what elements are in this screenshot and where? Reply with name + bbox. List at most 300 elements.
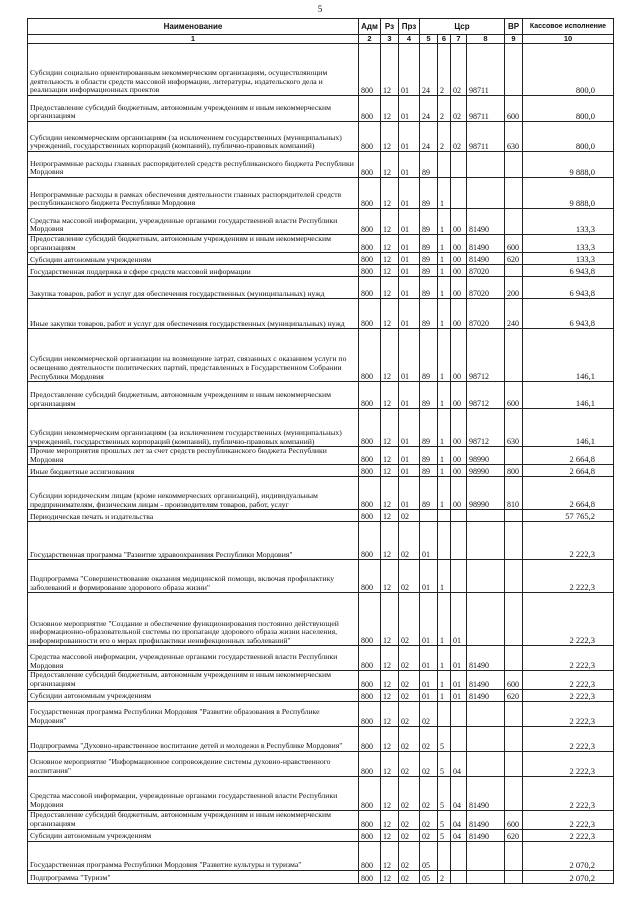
cell-c3: 01 <box>451 689 467 701</box>
cell-c1: 89 <box>420 178 438 209</box>
cell-c3: 00 <box>451 465 467 477</box>
cell-c2: 1 <box>438 465 451 477</box>
cell-prz: 01 <box>399 209 420 235</box>
cell-c1: 89 <box>420 409 438 447</box>
cell-c3: 00 <box>451 277 467 299</box>
cell-c3: 00 <box>451 477 467 510</box>
cell-c4: 81490 <box>467 209 505 235</box>
table-row <box>28 265 614 277</box>
cell-amt: 146,1 <box>523 409 614 447</box>
cell-rz: 12 <box>381 841 399 870</box>
cell-c4: 81490 <box>467 253 505 265</box>
cell-name: Предоставление субсидий бюджетным, автономным учреждениям и иным некоммерческим организациям <box>28 671 359 689</box>
col-number: 3 <box>381 35 399 44</box>
cell-rz: 12 <box>381 235 399 253</box>
cell-c1: 89 <box>420 299 438 329</box>
cell-adm: 800 <box>359 841 381 870</box>
cell-c2: 1 <box>438 477 451 510</box>
page-number: 5 <box>317 4 323 14</box>
cell-adm: 800 <box>359 299 381 329</box>
cell-rz: 12 <box>381 447 399 465</box>
cell-adm: 800 <box>359 776 381 810</box>
cell-c2: 1 <box>438 382 451 409</box>
cell-prz: 01 <box>399 447 420 465</box>
cell-name: Предоставление субсидий бюджетным, автономным учреждениям и иным некоммерческим организациям <box>28 235 359 253</box>
cell-prz: 01 <box>399 96 420 122</box>
cell-prz: 01 <box>399 477 420 510</box>
cell-c3: 04 <box>451 751 467 776</box>
cell-prz: 02 <box>399 701 420 726</box>
table-row <box>28 560 614 593</box>
cell-c3: 00 <box>451 409 467 447</box>
cell-amt: 2 222,3 <box>523 776 614 810</box>
cell-vr <box>505 776 523 810</box>
cell-c4: 81490 <box>467 829 505 841</box>
cell-adm: 800 <box>359 477 381 510</box>
cell-adm: 800 <box>359 671 381 689</box>
cell-rz: 12 <box>381 689 399 701</box>
cell-c4 <box>467 841 505 870</box>
cell-c1: 01 <box>420 593 438 646</box>
cell-adm: 800 <box>359 277 381 299</box>
header-adm: Адм <box>359 19 381 35</box>
header-prz: Прз <box>399 19 420 35</box>
cell-c3 <box>451 841 467 870</box>
cell-c3: 00 <box>451 447 467 465</box>
col-number: 4 <box>399 35 420 44</box>
table-row <box>28 277 614 299</box>
cell-vr <box>505 510 523 522</box>
cell-c3: 00 <box>451 253 467 265</box>
cell-c1: 89 <box>420 235 438 253</box>
cell-rz: 12 <box>381 593 399 646</box>
cell-vr: 800 <box>505 465 523 477</box>
cell-name: Субсидии некоммерческим организациям (за исключением государственных (муниципальных) учреждений, государственных корпораций (компаний), публично-правовых компаний) <box>28 409 359 447</box>
cell-c2: 5 <box>438 726 451 751</box>
cell-vr: 620 <box>505 829 523 841</box>
cell-c4: 81490 <box>467 646 505 671</box>
cell-c1: 89 <box>420 477 438 510</box>
cell-adm: 800 <box>359 560 381 593</box>
cell-name: Средства массовой информации, учрежденные органами государственной власти Республики Мордовия <box>28 646 359 671</box>
cell-vr <box>505 447 523 465</box>
table-row <box>28 870 614 883</box>
cell-c3: 00 <box>451 382 467 409</box>
cell-amt: 9 888,0 <box>523 152 614 178</box>
cell-amt: 800,0 <box>523 44 614 96</box>
cell-name: Предоставление субсидий бюджетным, автономным учреждениям и иным некоммерческим организациям <box>28 382 359 409</box>
cell-rz: 12 <box>381 329 399 382</box>
table-row <box>28 299 614 329</box>
cell-name: Периодическая печать и издательства <box>28 510 359 522</box>
cell-name: Субсидии социально ориентированным некоммерческим организациям, осуществляющим деятельность в области средств массовой информации, литературы, издательского дела и реализации информационных проектов <box>28 44 359 96</box>
cell-name: Предоставление субсидий бюджетным, автономным учреждениям и иным некоммерческим организациям <box>28 810 359 829</box>
cell-amt: 6 943,8 <box>523 277 614 299</box>
cell-adm: 800 <box>359 96 381 122</box>
cell-amt: 800,0 <box>523 96 614 122</box>
cell-adm: 800 <box>359 701 381 726</box>
cell-adm: 800 <box>359 751 381 776</box>
cell-amt: 6 943,8 <box>523 299 614 329</box>
cell-rz: 12 <box>381 465 399 477</box>
cell-vr <box>505 522 523 560</box>
cell-prz: 02 <box>399 829 420 841</box>
cell-vr: 200 <box>505 277 523 299</box>
table-row <box>28 96 614 122</box>
cell-c2: 1 <box>438 671 451 689</box>
cell-vr <box>505 152 523 178</box>
cell-c1: 02 <box>420 810 438 829</box>
cell-prz: 02 <box>399 726 420 751</box>
cell-vr <box>505 178 523 209</box>
cell-c4 <box>467 522 505 560</box>
cell-prz: 02 <box>399 671 420 689</box>
cell-c3: 04 <box>451 810 467 829</box>
cell-name: Государственная поддержка в сфере средств массовой информации <box>28 265 359 277</box>
cell-c2: 1 <box>438 265 451 277</box>
cell-amt: 133,3 <box>523 235 614 253</box>
cell-c4: 98711 <box>467 44 505 96</box>
cell-c1: 89 <box>420 329 438 382</box>
table-row <box>28 671 614 689</box>
cell-c1: 24 <box>420 122 438 152</box>
cell-rz: 12 <box>381 477 399 510</box>
cell-rz: 12 <box>381 253 399 265</box>
cell-c4 <box>467 152 505 178</box>
cell-c3 <box>451 510 467 522</box>
cell-name: Подпрограмма "Духовно-нравственное воспитание детей и молодежи в Республике Мордовия" <box>28 726 359 751</box>
cell-c4 <box>467 726 505 751</box>
cell-c1 <box>420 510 438 522</box>
cell-adm: 800 <box>359 829 381 841</box>
cell-rz: 12 <box>381 96 399 122</box>
cell-amt: 2 070,2 <box>523 870 614 883</box>
table-row <box>28 726 614 751</box>
cell-prz: 01 <box>399 122 420 152</box>
cell-adm: 800 <box>359 870 381 883</box>
cell-adm: 800 <box>359 44 381 96</box>
cell-c2 <box>438 701 451 726</box>
cell-name: Иные бюджетные ассигнования <box>28 465 359 477</box>
cell-prz: 02 <box>399 751 420 776</box>
cell-vr <box>505 265 523 277</box>
cell-c4: 87020 <box>467 299 505 329</box>
cell-c3 <box>451 152 467 178</box>
table-row <box>28 122 614 152</box>
cell-amt: 2 222,3 <box>523 593 614 646</box>
cell-amt: 2 222,3 <box>523 810 614 829</box>
cell-name: Основное мероприятие "Создание и обеспечение функционирования постоянно действующей информационно-образовательной системы по пропаганде здорового образа жизни населения, информированности его о мерах профилактики неинфекционных заболеваний" <box>28 593 359 646</box>
budget-table <box>27 18 614 884</box>
col-number: 9 <box>505 35 523 44</box>
cell-name: Закупка товаров, работ и услуг для обеспечения государственных (муниципальных) нужд <box>28 277 359 299</box>
cell-c4: 81490 <box>467 776 505 810</box>
cell-c1: 89 <box>420 382 438 409</box>
cell-name: Непрограммные расходы в рамках обеспечения деятельности главных распорядителей средств республиканского бюджета Республики Мордовия <box>28 178 359 209</box>
cell-c2: 5 <box>438 751 451 776</box>
cell-c4: 98712 <box>467 382 505 409</box>
cell-amt: 2 664,8 <box>523 465 614 477</box>
cell-c3: 00 <box>451 265 467 277</box>
table-row <box>28 689 614 701</box>
cell-c1: 01 <box>420 522 438 560</box>
cell-adm: 800 <box>359 235 381 253</box>
cell-amt: 2 222,3 <box>523 522 614 560</box>
table-row <box>28 409 614 447</box>
cell-name: Субсидии автономным учреждениям <box>28 253 359 265</box>
cell-name: Субсидии автономным учреждениям <box>28 829 359 841</box>
header-row <box>28 19 614 35</box>
cell-rz: 12 <box>381 726 399 751</box>
cell-c2 <box>438 152 451 178</box>
cell-vr: 600 <box>505 96 523 122</box>
cell-c3: 01 <box>451 593 467 646</box>
cell-name: Субсидии некоммерческой организации на возмещение затрат, связанных с оказанием услуги по освещению деятельности политических партий, представленных в Государственном Собрании Республики Мордовия <box>28 329 359 382</box>
table-row <box>28 810 614 829</box>
cell-rz: 12 <box>381 810 399 829</box>
cell-adm: 800 <box>359 510 381 522</box>
cell-vr <box>505 560 523 593</box>
cell-prz: 02 <box>399 560 420 593</box>
cell-c3: 00 <box>451 209 467 235</box>
cell-prz: 02 <box>399 593 420 646</box>
cell-rz: 12 <box>381 178 399 209</box>
header-vr: ВР <box>505 19 523 35</box>
col-number: 1 <box>28 35 359 44</box>
header-rz: Рз <box>381 19 399 35</box>
table-row <box>28 701 614 726</box>
cell-c2: 1 <box>438 646 451 671</box>
cell-c4 <box>467 560 505 593</box>
cell-amt: 2 222,3 <box>523 689 614 701</box>
cell-adm: 800 <box>359 265 381 277</box>
cell-rz: 12 <box>381 299 399 329</box>
cell-amt: 146,1 <box>523 382 614 409</box>
cell-name: Субсидии некоммерческим организациям (за исключением государственных (муниципальных) учреждений, государственных корпораций (компаний), публично-правовых компаний) <box>28 122 359 152</box>
cell-name: Государственная программа Республики Мордовия "Развитие образования в Республике Мордовия" <box>28 701 359 726</box>
cell-c2: 1 <box>438 447 451 465</box>
table-row <box>28 522 614 560</box>
cell-c3: 01 <box>451 646 467 671</box>
cell-c3: 01 <box>451 671 467 689</box>
table-row <box>28 477 614 510</box>
cell-c2: 1 <box>438 329 451 382</box>
cell-amt: 2 222,3 <box>523 829 614 841</box>
cell-amt: 9 888,0 <box>523 178 614 209</box>
cell-prz: 02 <box>399 776 420 810</box>
table-body <box>28 44 614 884</box>
cell-adm: 800 <box>359 209 381 235</box>
cell-rz: 12 <box>381 560 399 593</box>
cell-adm: 800 <box>359 689 381 701</box>
cell-adm: 800 <box>359 465 381 477</box>
table-row <box>28 447 614 465</box>
cell-c1: 89 <box>420 209 438 235</box>
cell-c4: 81490 <box>467 689 505 701</box>
cell-prz: 02 <box>399 870 420 883</box>
cell-c3: 00 <box>451 299 467 329</box>
cell-c2: 1 <box>438 593 451 646</box>
cell-c4 <box>467 593 505 646</box>
cell-vr <box>505 701 523 726</box>
cell-vr: 810 <box>505 477 523 510</box>
cell-adm: 800 <box>359 522 381 560</box>
cell-rz: 12 <box>381 870 399 883</box>
table-row <box>28 776 614 810</box>
cell-adm: 800 <box>359 447 381 465</box>
cell-adm: 800 <box>359 253 381 265</box>
cell-vr <box>505 646 523 671</box>
cell-c4: 87020 <box>467 265 505 277</box>
cell-name: Подпрограмма "Совершенствование оказания медицинской помощи, включая профилактику заболеваний и формирование здорового образа жизни" <box>28 560 359 593</box>
cell-c1: 89 <box>420 265 438 277</box>
cell-rz: 12 <box>381 382 399 409</box>
cell-adm: 800 <box>359 122 381 152</box>
cell-c3 <box>451 560 467 593</box>
cell-prz: 01 <box>399 178 420 209</box>
cell-c4 <box>467 870 505 883</box>
cell-c2: 1 <box>438 560 451 593</box>
cell-amt: 2 222,3 <box>523 701 614 726</box>
cell-c2: 1 <box>438 409 451 447</box>
cell-name: Подпрограмма "Туризм" <box>28 870 359 883</box>
cell-c1: 01 <box>420 560 438 593</box>
cell-prz: 01 <box>399 44 420 96</box>
cell-rz: 12 <box>381 522 399 560</box>
cell-c3: 02 <box>451 96 467 122</box>
cell-name: Непрограммные расходы главных распорядителей средств республиканского бюджета Республики Мордовия <box>28 152 359 178</box>
table-row <box>28 593 614 646</box>
cell-c3: 04 <box>451 829 467 841</box>
cell-name: Прочие мероприятия прошлых лет за счет средств республиканского бюджета Республики Мордовия <box>28 447 359 465</box>
cell-adm: 800 <box>359 382 381 409</box>
cell-prz: 02 <box>399 689 420 701</box>
col-number: 2 <box>359 35 381 44</box>
cell-prz: 01 <box>399 382 420 409</box>
column-number-row <box>28 35 614 44</box>
cell-rz: 12 <box>381 671 399 689</box>
cell-name: Предоставление субсидий бюджетным, автономным учреждениям и иным некоммерческим организациям <box>28 96 359 122</box>
cell-c4: 98712 <box>467 409 505 447</box>
cell-prz: 01 <box>399 299 420 329</box>
cell-vr: 240 <box>505 299 523 329</box>
cell-adm: 800 <box>359 329 381 382</box>
cell-c3: 02 <box>451 122 467 152</box>
table-row <box>28 152 614 178</box>
cell-prz: 02 <box>399 646 420 671</box>
cell-prz: 02 <box>399 510 420 522</box>
table-row <box>28 751 614 776</box>
cell-c3: 04 <box>451 776 467 810</box>
cell-c1: 05 <box>420 841 438 870</box>
cell-vr <box>505 329 523 382</box>
cell-rz: 12 <box>381 829 399 841</box>
cell-c2 <box>438 522 451 560</box>
cell-c4: 81490 <box>467 235 505 253</box>
cell-c4: 98711 <box>467 122 505 152</box>
cell-adm: 800 <box>359 152 381 178</box>
cell-c3 <box>451 726 467 751</box>
header-csr: Цср <box>420 19 505 35</box>
cell-c2: 1 <box>438 689 451 701</box>
cell-rz: 12 <box>381 510 399 522</box>
cell-adm: 800 <box>359 810 381 829</box>
cell-rz: 12 <box>381 209 399 235</box>
table-row <box>28 44 614 96</box>
cell-adm: 800 <box>359 178 381 209</box>
col-number: 6 <box>438 35 451 44</box>
table-row <box>28 209 614 235</box>
cell-name: Субсидии автономным учреждениям <box>28 689 359 701</box>
cell-adm: 800 <box>359 646 381 671</box>
cell-vr: 620 <box>505 689 523 701</box>
cell-vr: 600 <box>505 235 523 253</box>
cell-vr <box>505 841 523 870</box>
cell-c2 <box>438 510 451 522</box>
cell-prz: 01 <box>399 329 420 382</box>
cell-prz: 02 <box>399 522 420 560</box>
header-cash-execution: Кассовое исполнение <box>523 19 614 35</box>
cell-c3 <box>451 870 467 883</box>
cell-rz: 12 <box>381 44 399 96</box>
cell-c2: 1 <box>438 253 451 265</box>
header-name: Наименование <box>28 19 359 35</box>
cell-prz: 01 <box>399 253 420 265</box>
cell-c2 <box>438 841 451 870</box>
cell-c4: 98990 <box>467 477 505 510</box>
cell-amt: 2 070,2 <box>523 841 614 870</box>
cell-vr <box>505 870 523 883</box>
cell-rz: 12 <box>381 409 399 447</box>
cell-c3: 02 <box>451 44 467 96</box>
cell-prz: 02 <box>399 810 420 829</box>
cell-c4: 81490 <box>467 810 505 829</box>
cell-amt: 133,3 <box>523 253 614 265</box>
cell-rz: 12 <box>381 265 399 277</box>
table-row <box>28 178 614 209</box>
cell-c1: 01 <box>420 671 438 689</box>
cell-amt: 2 222,3 <box>523 646 614 671</box>
table-row <box>28 841 614 870</box>
cell-c2: 2 <box>438 96 451 122</box>
cell-prz: 01 <box>399 465 420 477</box>
cell-c2: 1 <box>438 209 451 235</box>
cell-c2: 5 <box>438 829 451 841</box>
cell-c1: 89 <box>420 277 438 299</box>
cell-vr <box>505 751 523 776</box>
cell-vr: 600 <box>505 671 523 689</box>
cell-c3: 00 <box>451 235 467 253</box>
cell-c2: 1 <box>438 178 451 209</box>
cell-c4: 81490 <box>467 671 505 689</box>
cell-adm: 800 <box>359 409 381 447</box>
cell-c1: 01 <box>420 689 438 701</box>
table-row <box>28 510 614 522</box>
cell-c2: 2 <box>438 122 451 152</box>
cell-c4: 98712 <box>467 329 505 382</box>
cell-c1: 89 <box>420 447 438 465</box>
cell-prz: 02 <box>399 841 420 870</box>
cell-c1: 05 <box>420 870 438 883</box>
cell-prz: 01 <box>399 265 420 277</box>
cell-c1: 89 <box>420 152 438 178</box>
cell-vr: 620 <box>505 253 523 265</box>
cell-c2: 2 <box>438 870 451 883</box>
table-row <box>28 829 614 841</box>
cell-c3: 00 <box>451 329 467 382</box>
cell-amt: 2 222,3 <box>523 751 614 776</box>
cell-c1: 24 <box>420 96 438 122</box>
